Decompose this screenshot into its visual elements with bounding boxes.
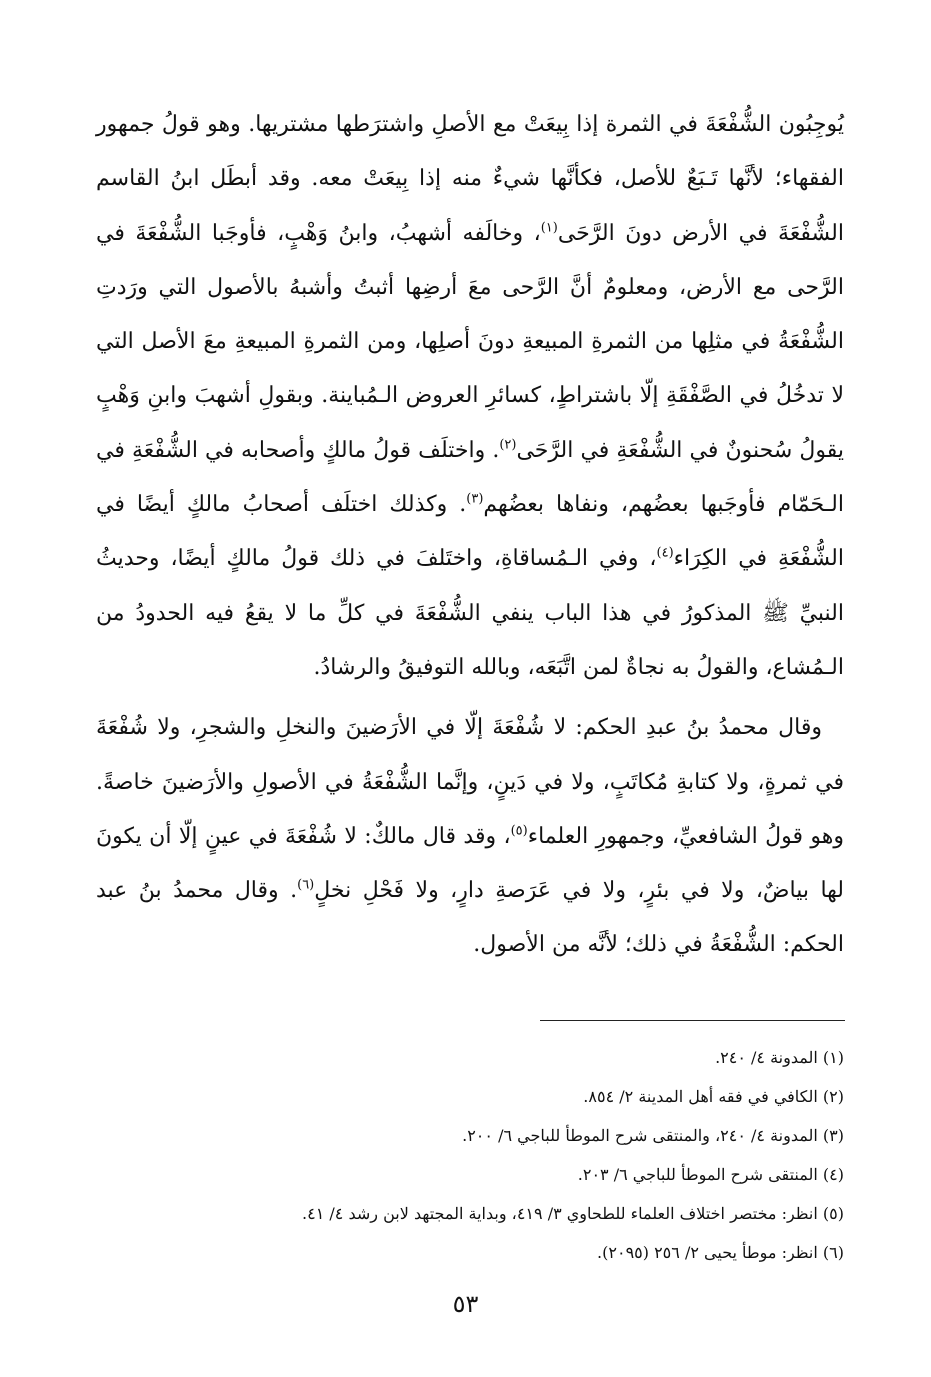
paragraph-2-part-3: . وقال محمدُ بنُ عبد الحكم: الشُّفْعَةُ في ذلك؛ لأنَّه من الأصول. [96,878,844,958]
footnote-separator [540,1020,845,1021]
footnotes [96,1038,844,1272]
paragraph-1 [96,98,844,695]
page-number: ٥٣ [452,1290,479,1318]
paragraph-2-part-1: وقال محمدُ بنُ عبدِ الحكم: لا شُفْعَةَ إلّا في الأرَضينَ والنخلِ والشجرِ، ولا شُفْعَةَ في ثمرةٍ، ولا كتابةِ مُكاتَبٍ، ولا في دَينٍ، وإنَّما الشُّفْعَةُ في الأصولِ والأرَضينَ خاصةً. وهو قولُ الشافعيِّ، وجمهورِ العلماء [96,715,844,849]
footnote-4: (٤) المنتقى شرح الموطأ للباجي ٦/ ٢٠٣. [577,1165,844,1184]
footnote-1: (١) المدونة ٤/ ٢٤٠. [715,1048,844,1067]
footnote-ref-2: (٢) [499,437,517,453]
footnote-ref-6: (٦) [297,877,315,893]
main-text [96,98,844,973]
paragraph-1-part-5: ، وفي الـمُساقاةِ، واختَلفَ في ذلك قولُ مالكٍ أيضًا، وحديثُ النبيِّ ﷺ المذكورُ في هذا الباب ينفي الشُّفْعَةَ في كلِّ ما لا يقعُ فيه الحدودُ من الـمُشاع، والقولُ به نجاةٌ لمن اتَّبَعَه، وبالله التوفيقُ والرشادُ. [96,546,844,680]
footnote-ref-4: (٤) [656,546,674,562]
footnote-ref-5: (٥) [510,823,528,839]
paragraph-1-part-2: ، وخالَفه أشهبُ، وابنُ وَهْبٍ، فأوجَبا الشُّفْعَةَ في الرَّحى مع الأرض، ومعلومٌ أنَّ الرَّحى معَ أرضِها أثبتُ وأشبهُ بالأصول التي ورَدتِ الشُّفْعَةُ في مثلِها من الثمرةِ المبيعةِ دونَ أصلِها، ومن الثمرةِ المبيعةِ معَ الأصل التي لا تدخُلُ في الصَّفْقَةِ إلّا باشتراطٍ، كسائرِ العروض الـمُباينة. وبقولِ أشهبَ وابنِ وَهْبٍ يقولُ سُحنونٌ في الشُّفْعَةِ في الرَّحَى [96,220,844,463]
paragraph-2 [96,701,844,972]
footnote-ref-3: (٣) [466,491,484,507]
footnote-3: (٣) المدونة ٤/ ٢٤٠، والمنتقى شرح الموطأ للباجي ٦/ ٢٠٠. [462,1126,844,1145]
paragraph-2-part-2: ، وقد قال مالكٌ: لا شُفْعَةَ في عينٍ إلّا أن يكونَ لها بياضٌ، ولا في بئرٍ، ولا في عَرَصةِ دارٍ، ولا فَحْلِ نخلٍ [96,823,844,904]
paragraph-1-part-3: . واختلَف قولُ مالكٍ وأصحابه في الشُّفْعَةِ في الـحَمّام فأوجَبها بعضُهم، ونفاها بعضُهم [96,437,844,518]
footnote-2: (٢) الكافي في فقه أهل المدينة ٢/ ٨٥٤. [583,1087,844,1106]
paragraph-1-part-1: يُوجِبُون الشُّفْعَةَ في الثمرة إذا بِيعَتْ مع الأصلِ واشترَطها مشتريها. وهو قولُ جمهور الفقهاء؛ لأنَّها تَـبَعٌ للأصل، فكأنَّها شيءٌ منه إذا بِيعَتْ معه. وقد أبطَل ابنُ القاسم الشُّفْعَةَ في الأرض دونَ الرَّحَى [96,112,844,246]
paragraph-1-part-4: . وكذلك اختلَف أصحابُ مالكٍ أيضًا في الشُّفْعَةِ في الكِرَاء [96,492,844,572]
footnote-5: (٥) انظر: مختصر اختلاف العلماء للطحاوي ٣/ ٤١٩، وبداية المجتهد لابن رشد ٤/ ٤١. [302,1204,844,1223]
footnote-6: (٦) انظر: موطأ يحيى ٢/ ٢٥٦ (٢٠٩٥). [597,1243,844,1262]
footnote-ref-1: (١) [540,220,558,236]
